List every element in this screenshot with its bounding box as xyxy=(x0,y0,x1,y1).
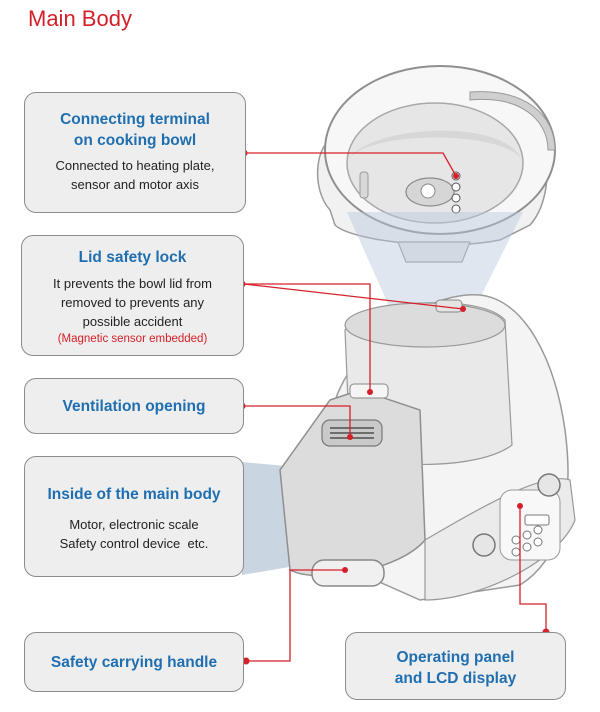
ventilation-opening-title: Ventilation opening xyxy=(62,398,206,415)
callout-safety-carrying-handle xyxy=(24,632,244,692)
callout-inside-main-body xyxy=(24,456,244,577)
inside-main-body-title: Inside of the main body xyxy=(47,486,221,503)
lid-safety-lock-title: Lid safety lock xyxy=(78,249,187,266)
connecting-terminal-title: Connecting terminal on cooking bowl xyxy=(60,111,210,149)
page-title: Main Body xyxy=(28,6,132,31)
inside-main-body-desc-line1: Motor, electronic scale xyxy=(69,517,199,532)
lid-safety-lock-note: (Magnetic sensor embedded) xyxy=(57,333,208,345)
callout-ventilation-opening xyxy=(24,378,244,434)
safety-carrying-handle-title: Safety carrying handle xyxy=(50,654,218,671)
callout-lid-safety-lock xyxy=(21,235,244,356)
connecting-terminal-desc: Connected to heating plate, sensor and motor axis xyxy=(55,158,215,192)
lid-safety-lock-desc: It prevents the bowl lid from removed to prevents any possible accident xyxy=(53,276,212,329)
main-body-illustration xyxy=(280,295,575,600)
operating-panel-title: Operating panel and LCD display xyxy=(394,649,517,687)
callout-connecting-terminal xyxy=(24,92,246,213)
callout-operating-panel xyxy=(345,632,566,700)
inside-main-body-desc-line2: Safety control device etc. xyxy=(59,536,209,551)
inside-main-body-desc xyxy=(25,515,243,553)
